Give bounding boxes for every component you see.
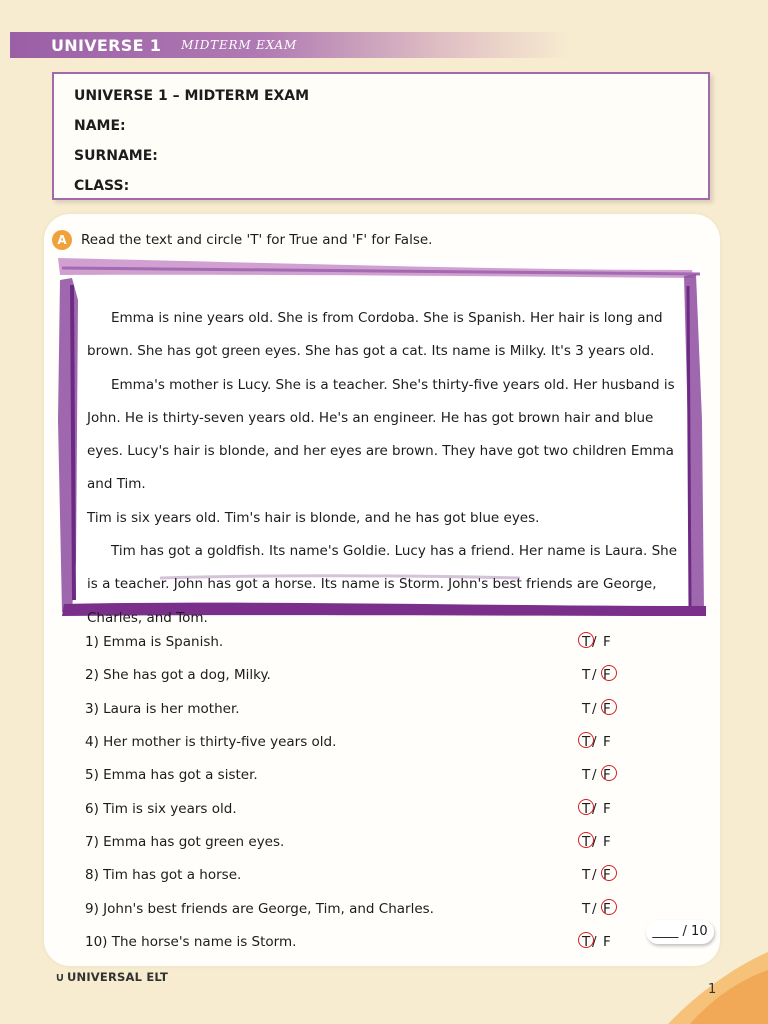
- choice-separator: /: [592, 834, 597, 851]
- question-text: 4) Her mother is thirty-five years old.: [85, 734, 337, 751]
- page-number: 1: [708, 982, 717, 997]
- false-option[interactable]: F: [603, 900, 611, 917]
- story-paragraph-3: Tim is six years old. Tim's hair is blonde, and he has got blue eyes.: [87, 509, 540, 526]
- false-option[interactable]: F: [603, 767, 611, 784]
- question-text: 7) Emma has got green eyes.: [85, 834, 285, 851]
- choice-separator: /: [592, 767, 597, 784]
- story-paragraph-4: Tim has got a goldfish. Its name's Goldie. Lucy has a friend. Her name is Laura. She is a teacher. John has got a horse. Its name is Storm. John's best friends are George, Charles, and Tom.: [87, 543, 678, 626]
- choice-separator: /: [592, 734, 597, 751]
- name-label: NAME:: [74, 118, 126, 134]
- choice-separator: /: [592, 934, 597, 951]
- choice-separator: /: [592, 667, 597, 684]
- choice-separator: /: [592, 867, 597, 884]
- header-subtitle: MIDTERM EXAM: [181, 38, 298, 52]
- header-brand: UNIVERSE 1: [51, 35, 162, 55]
- false-option[interactable]: F: [603, 634, 611, 650]
- choice-separator: /: [592, 700, 597, 717]
- true-option[interactable]: T: [582, 867, 591, 884]
- section-instruction: Read the text and circle 'T' for True and 'F' for False.: [81, 232, 433, 248]
- surname-label: SURNAME:: [74, 148, 158, 164]
- true-option[interactable]: T: [582, 667, 591, 684]
- exam-title: UNIVERSE 1 – MIDTERM EXAM: [74, 88, 310, 104]
- false-option[interactable]: F: [603, 734, 611, 751]
- true-option[interactable]: T: [582, 800, 591, 817]
- question-text: 1) Emma is Spanish.: [85, 634, 224, 650]
- choice-separator: /: [592, 900, 597, 917]
- false-option[interactable]: F: [603, 834, 611, 851]
- story-paragraph-2: Emma's mother is Lucy. She is a teacher. She's thirty-five years old. Her husband is John. He is thirty-seven years old. He's an engineer. He has got brown hair and blue eyes. Lucy's hair is blonde, and her eyes are brown. They have got two children Emma and Tim.: [87, 376, 675, 493]
- choice-separator: /: [592, 634, 597, 650]
- universal-elt-logo-icon: ∪: [55, 970, 65, 984]
- true-option[interactable]: T: [582, 767, 591, 784]
- true-option[interactable]: T: [582, 700, 591, 717]
- question-text: 5) Emma has got a sister.: [85, 767, 258, 784]
- false-option[interactable]: F: [603, 867, 611, 884]
- true-option[interactable]: T: [582, 634, 591, 650]
- choice-separator: /: [592, 800, 597, 817]
- question-text: 10) The horse's name is Storm.: [85, 934, 297, 951]
- true-option[interactable]: T: [582, 934, 591, 951]
- true-option[interactable]: T: [582, 734, 591, 751]
- story-paragraph-1: Emma is nine years old. She is from Cordoba. She is Spanish. Her hair is long and brown. She has got green eyes. She has got a cat. Its name is Milky. It's 3 years old.: [87, 310, 663, 360]
- section-badge: A: [52, 230, 72, 250]
- false-option[interactable]: F: [603, 700, 611, 717]
- true-option[interactable]: T: [582, 900, 591, 917]
- question-text: 6) Tim is six years old.: [85, 800, 237, 817]
- question-text: 9) John's best friends are George, Tim, and Charles.: [85, 900, 434, 917]
- class-label: CLASS:: [74, 178, 130, 194]
- false-option[interactable]: F: [603, 667, 611, 684]
- question-text: 2) She has got a dog, Milky.: [85, 667, 271, 684]
- true-option[interactable]: T: [582, 834, 591, 851]
- false-option[interactable]: F: [603, 800, 611, 817]
- publisher-logo-text: UNIVERSAL ELT: [66, 970, 169, 984]
- score-box: ____ / 10: [646, 920, 714, 944]
- false-option[interactable]: F: [603, 934, 611, 951]
- question-text: 3) Laura is her mother.: [85, 700, 240, 717]
- question-text: 8) Tim has got a horse.: [85, 867, 242, 884]
